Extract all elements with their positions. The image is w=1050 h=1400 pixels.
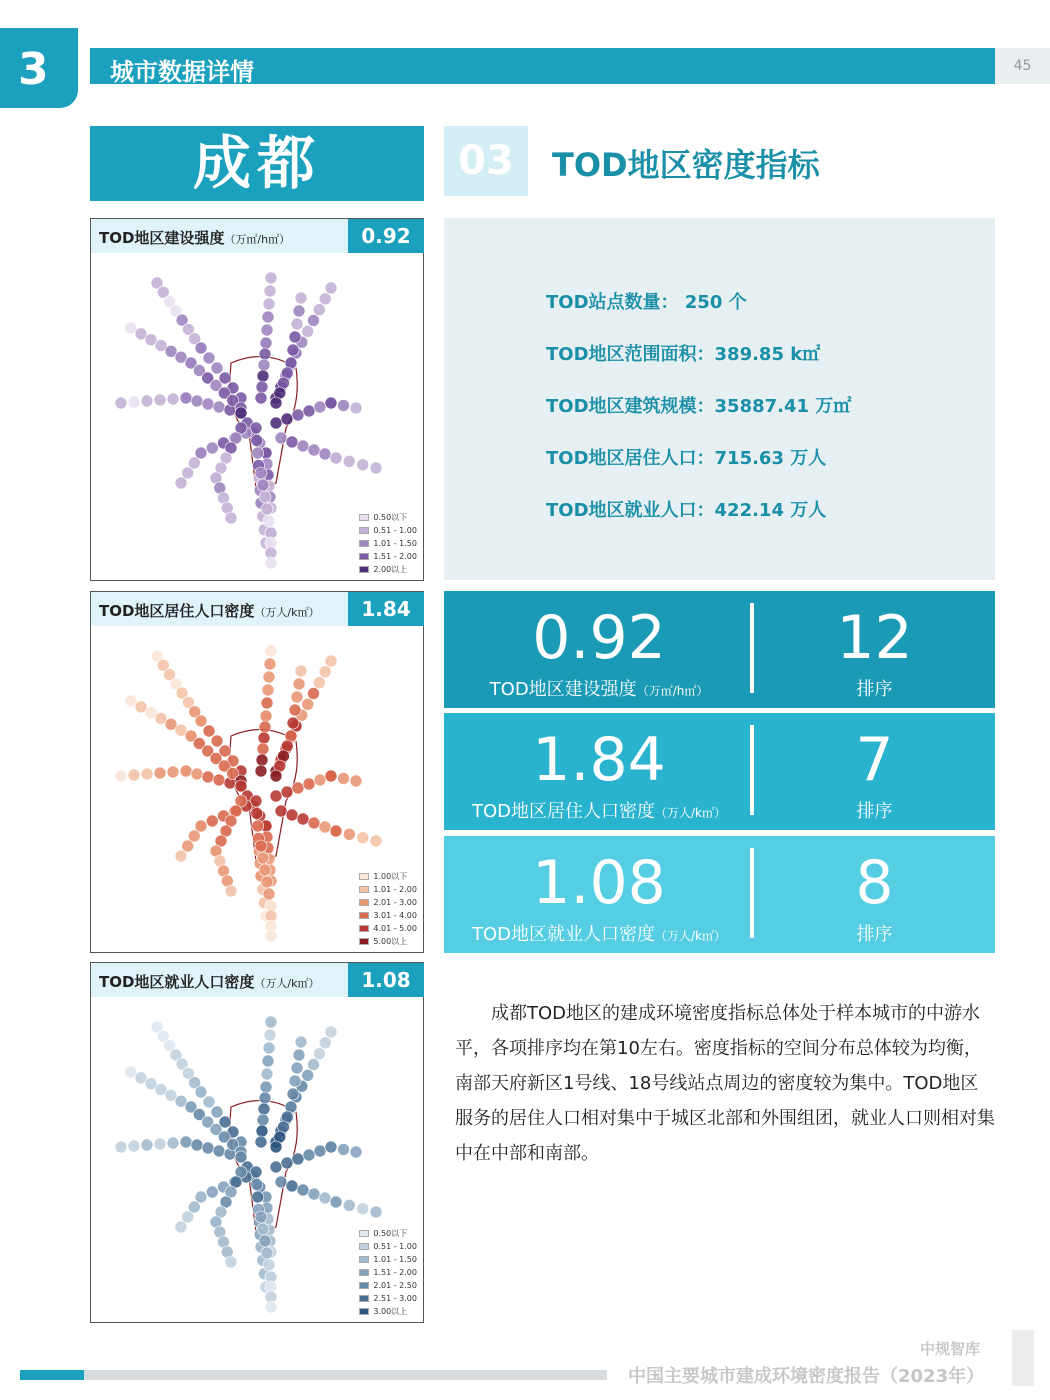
station-dot (182, 467, 194, 479)
station-dot (297, 813, 309, 825)
station-dot (286, 436, 298, 448)
station-dot (256, 754, 268, 766)
station-dot (261, 1247, 273, 1259)
station-dot (281, 786, 293, 798)
station-dot (295, 1036, 307, 1048)
legend-item (359, 909, 417, 922)
station-dot (260, 1081, 272, 1093)
station-dot (175, 1221, 187, 1233)
stat-label: TOD地区建设强度（万㎡/h㎡） (489, 679, 709, 700)
station-dot (287, 717, 299, 729)
legend-label: 0.50以下 (373, 1229, 408, 1238)
station-dot (308, 817, 320, 829)
rank-value: 8 (855, 848, 894, 918)
station-dot (281, 1157, 293, 1169)
map-panel-residential (90, 591, 424, 953)
station-dot (313, 677, 325, 689)
legend-label: 1.01 - 1.50 (373, 1255, 417, 1264)
legend-item (359, 1253, 417, 1266)
legend-swatch (359, 553, 369, 560)
legend-item (359, 1292, 417, 1305)
map-legend (359, 1227, 417, 1318)
stat-label: TOD地区就业人口密度（万人/k㎡） (471, 924, 727, 945)
station-dot (265, 930, 277, 942)
station-dot (303, 405, 315, 417)
station-dot (195, 820, 207, 832)
station-dot (257, 1114, 269, 1126)
legend-label: 1.51 - 2.00 (373, 1268, 417, 1277)
station-dot (261, 876, 273, 888)
station-dot (128, 1140, 140, 1152)
legend-swatch (359, 873, 369, 880)
station-dot (203, 352, 215, 364)
legend-swatch (359, 1230, 369, 1237)
stat-label: TOD地区居住人口密度（万人/k㎡） (471, 801, 727, 822)
station-dot (303, 1149, 315, 1161)
legend-label: 1.00以下 (373, 872, 408, 881)
station-dot (252, 820, 264, 832)
station-dot (357, 832, 369, 844)
footer-accent-bar (20, 1370, 84, 1380)
station-dot (180, 765, 192, 777)
station-dot (308, 1188, 320, 1200)
station-dot (357, 459, 369, 471)
station-dot (259, 1092, 271, 1104)
station-dot (370, 462, 382, 474)
legend-item (359, 1305, 417, 1318)
station-dot (286, 809, 298, 821)
station-dot (128, 769, 140, 781)
station-dot (195, 447, 207, 459)
legend-label: 0.51 - 1.00 (373, 526, 417, 535)
station-dot (252, 447, 264, 459)
rank-value: 12 (836, 603, 913, 673)
station-dot (256, 381, 268, 393)
legend-label: 2.00以上 (373, 565, 408, 574)
rank-value: 7 (855, 725, 894, 795)
map-panel-construction (90, 218, 424, 581)
legend-label: 2.01 - 3.00 (373, 898, 417, 907)
station-dot (115, 1141, 127, 1153)
station-dot (206, 815, 218, 827)
station-dot (270, 1161, 282, 1173)
station-count: TOD站点数量： 250 个 (546, 292, 747, 313)
station-dot (319, 821, 331, 833)
footer-report-title: 中国主要城市建成环境密度报告（2023年） (628, 1366, 985, 1387)
header-title: 城市数据详情 (110, 58, 254, 86)
station-dot (255, 840, 267, 852)
station-dot (302, 325, 314, 337)
legend-item (359, 524, 417, 537)
station-dot (211, 362, 223, 374)
station-dot (252, 1191, 264, 1203)
station-dot (195, 1191, 207, 1203)
legend-item (359, 1266, 417, 1279)
station-dot (202, 771, 214, 783)
station-dot (263, 888, 275, 900)
station-dot (261, 503, 273, 515)
station-dot (291, 318, 303, 330)
station-dot (260, 337, 272, 349)
station-dot (141, 768, 153, 780)
employment-population: TOD地区就业人口：422.14 万人 (546, 500, 827, 521)
station-dot (259, 1235, 271, 1247)
station-dot (203, 725, 215, 737)
station-dot (175, 850, 187, 862)
footer-brand: 中规智库 (920, 1340, 981, 1358)
station-dot (293, 1049, 305, 1061)
station-dot (259, 348, 271, 360)
station-dot (314, 774, 326, 786)
station-dot (275, 432, 287, 444)
legend-swatch (359, 514, 369, 521)
station-dot (259, 721, 271, 733)
station-dot (319, 666, 331, 678)
stat-value: 0.92 (532, 603, 666, 673)
stat-panel-residential (444, 713, 995, 830)
legend-item (359, 922, 417, 935)
station-dot (319, 448, 331, 460)
map-value: 1.84 (348, 592, 424, 626)
station-dot (297, 440, 309, 452)
station-dot (338, 400, 350, 412)
map-legend (359, 870, 417, 948)
station-dot (262, 1055, 274, 1067)
legend-label: 0.50以下 (373, 513, 408, 522)
station-dot (264, 285, 276, 297)
station-dot (270, 1141, 282, 1153)
legend-item (359, 511, 417, 524)
station-dot (343, 455, 355, 467)
station-dot (213, 774, 225, 786)
station-dot (292, 1153, 304, 1165)
station-dot (263, 298, 275, 310)
station-dot (303, 778, 315, 790)
station-dot (325, 1026, 337, 1038)
station-dot (256, 1125, 268, 1137)
station-dot (154, 767, 166, 779)
station-dot (314, 1145, 326, 1157)
station-dot (338, 1144, 350, 1156)
map-value: 1.08 (348, 963, 424, 997)
station-dot (295, 292, 307, 304)
station-dot (291, 1062, 303, 1074)
station-dot (287, 344, 299, 356)
station-dot (202, 1142, 214, 1154)
legend-swatch (359, 1282, 369, 1289)
station-dot (270, 397, 282, 409)
station-dot (289, 1075, 301, 1087)
station-dot (313, 1048, 325, 1060)
station-dot (128, 396, 140, 408)
station-dot (343, 1199, 355, 1211)
building-scale: TOD地区建筑规模：35887.41 万㎡ (546, 396, 852, 417)
station-dot (257, 852, 269, 864)
station-dot (270, 770, 282, 782)
station-dot (225, 512, 237, 524)
footer-bar (84, 1370, 607, 1380)
station-dot (260, 710, 272, 722)
station-dot (195, 715, 207, 727)
rank-label: 排序 (856, 924, 893, 945)
rank-label: 排序 (856, 801, 893, 822)
station-dot (257, 1223, 269, 1235)
legend-item (359, 896, 417, 909)
section-number: 3 (18, 44, 49, 95)
station-dot (265, 557, 277, 569)
page-number: 45 (995, 48, 1050, 84)
station-dot (255, 467, 267, 479)
station-dot (350, 1146, 362, 1158)
map-panel-employment (90, 962, 424, 1323)
station-dot (264, 658, 276, 670)
station-dot (255, 1211, 267, 1223)
stat-value: 1.84 (532, 725, 666, 795)
station-dot (308, 1059, 320, 1071)
station-dot (265, 1301, 277, 1313)
legend-swatch (359, 938, 369, 945)
station-dot (167, 393, 179, 405)
station-dot (370, 1206, 382, 1218)
station-dot (154, 394, 166, 406)
station-dot (295, 665, 307, 677)
legend-label: 4.01 - 5.00 (373, 924, 417, 933)
station-dot (206, 442, 218, 454)
station-dot (343, 828, 355, 840)
station-dot (225, 885, 237, 897)
legend-label: 0.51 - 1.00 (373, 1242, 417, 1251)
station-dot (325, 770, 337, 782)
station-dot (262, 311, 274, 323)
city-name: 成都 (90, 126, 424, 201)
station-dot (325, 1141, 337, 1153)
legend-swatch (359, 527, 369, 534)
station-dot (259, 864, 271, 876)
station-dot (182, 840, 194, 852)
station-dot (293, 305, 305, 317)
stat-value: 1.08 (532, 848, 666, 918)
station-dot (319, 293, 331, 305)
legend-item (359, 550, 417, 563)
station-dot (257, 743, 269, 755)
station-dot (289, 704, 301, 716)
station-dot (225, 1256, 237, 1268)
station-dot (286, 1180, 298, 1192)
station-dot (255, 1136, 267, 1148)
legend-label: 1.51 - 2.00 (373, 552, 417, 561)
station-dot (330, 825, 342, 837)
residential-population: TOD地区居住人口：715.63 万人 (546, 448, 827, 469)
station-dot (319, 1037, 331, 1049)
legend-label: 5.00以上 (373, 937, 408, 946)
station-dot (292, 782, 304, 794)
station-dot (141, 395, 153, 407)
station-dot (261, 1068, 273, 1080)
station-dot (338, 773, 350, 785)
legend-swatch (359, 899, 369, 906)
station-dot (255, 392, 267, 404)
map-title: TOD地区居住人口密度（万人/k㎡） (99, 602, 320, 620)
station-dot (182, 1211, 194, 1223)
station-dot (357, 1203, 369, 1215)
station-dot (314, 401, 326, 413)
station-dot (270, 417, 282, 429)
station-dot (206, 1186, 218, 1198)
station-dot (251, 435, 263, 447)
station-dot (115, 770, 127, 782)
station-dot (291, 691, 303, 703)
station-dot (203, 1096, 215, 1108)
legend-label: 2.51 - 3.00 (373, 1294, 417, 1303)
legend-swatch (359, 1269, 369, 1276)
station-dot (261, 324, 273, 336)
legend-item (359, 1227, 417, 1240)
station-dot (265, 645, 277, 657)
station-dot (213, 1145, 225, 1157)
station-dot (251, 1179, 263, 1191)
station-dot (195, 1086, 207, 1098)
station-dot (265, 1016, 277, 1028)
station-dot (257, 370, 269, 382)
stat-panel-employment (444, 836, 995, 953)
station-dot (293, 678, 305, 690)
station-dot (191, 768, 203, 780)
station-dot (202, 398, 214, 410)
station-dot (302, 698, 314, 710)
station-dot (325, 282, 337, 294)
legend-label: 1.01 - 1.50 (373, 539, 417, 548)
subsection-title: TOD地区密度指标 (552, 146, 820, 184)
station-dot (154, 1138, 166, 1150)
station-dot (259, 491, 271, 503)
area-size: TOD地区范围面积：389.85 k㎡ (546, 344, 821, 365)
map-title: TOD地区就业人口密度（万人/k㎡） (99, 973, 320, 991)
legend-label: 3.01 - 4.00 (373, 911, 417, 920)
station-dot (211, 735, 223, 747)
station-dot (191, 395, 203, 407)
station-dot (195, 342, 207, 354)
station-dot (167, 766, 179, 778)
station-dot (325, 397, 337, 409)
station-dot (275, 1176, 287, 1188)
station-dot (281, 413, 293, 425)
legend-swatch (359, 1308, 369, 1315)
station-dot (251, 808, 263, 820)
legend-swatch (359, 1295, 369, 1302)
station-dot (292, 409, 304, 421)
station-dot (180, 1136, 192, 1148)
legend-swatch (359, 540, 369, 547)
station-dot (211, 1106, 223, 1118)
station-dot (297, 1184, 309, 1196)
legend-item (359, 883, 417, 896)
footer-tab (1012, 1330, 1034, 1386)
station-dot (308, 444, 320, 456)
station-dot (191, 1139, 203, 1151)
station-dot (313, 304, 325, 316)
station-dot (255, 765, 267, 777)
station-dot (261, 697, 273, 709)
legend-item (359, 935, 417, 948)
station-dot (350, 775, 362, 787)
rank-label: 排序 (856, 679, 893, 700)
station-dot (175, 477, 187, 489)
analysis-paragraph: 成都TOD地区的建成环境密度指标总体处于样本城市的中游水平，各项排序均在第10左右。密度指标的空间分布总体较为均衡，南部天府新区1号线、18号线站点周边的密度较为集中。TOD地区服务的居住人口相对集中于城区北部和外围组团，就业人口则相对集中在中部和南部。 (455, 1003, 995, 1164)
legend-swatch (359, 1243, 369, 1250)
station-dot (141, 1139, 153, 1151)
station-dot (270, 790, 282, 802)
legend-item (359, 870, 417, 883)
station-dot (319, 1192, 331, 1204)
station-dot (258, 359, 270, 371)
station-dot (264, 1029, 276, 1041)
station-dot (262, 684, 274, 696)
station-dot (115, 397, 127, 409)
legend-item (359, 1240, 417, 1253)
station-dot (263, 1042, 275, 1054)
station-dot (289, 331, 301, 343)
summary-box (444, 218, 995, 580)
station-dot (287, 1088, 299, 1100)
map-legend (359, 511, 417, 576)
station-dot (370, 835, 382, 847)
map-value: 0.92 (348, 219, 424, 253)
station-dot (350, 402, 362, 414)
station-dot (308, 688, 320, 700)
station-dot (213, 401, 225, 413)
legend-item (359, 537, 417, 550)
legend-swatch (359, 886, 369, 893)
station-dot (265, 272, 277, 284)
station-dot (258, 732, 270, 744)
legend-swatch (359, 566, 369, 573)
station-dot (167, 1137, 179, 1149)
station-dot (258, 1103, 270, 1115)
station-dot (257, 479, 269, 491)
station-dot (275, 805, 287, 817)
legend-label: 1.01 - 2.00 (373, 885, 417, 894)
legend-swatch (359, 912, 369, 919)
station-dot (263, 515, 275, 527)
station-dot (263, 1259, 275, 1271)
stat-panel-construction (444, 591, 995, 708)
legend-label: 2.01 - 2.50 (373, 1281, 417, 1290)
legend-swatch (359, 925, 369, 932)
station-dot (308, 315, 320, 327)
station-dot (330, 1196, 342, 1208)
station-dot (302, 1069, 314, 1081)
legend-item (359, 563, 417, 576)
legend-item (359, 1279, 417, 1292)
subsection-number: 03 (444, 126, 528, 196)
legend-label: 3.00以上 (373, 1307, 408, 1316)
station-dot (263, 671, 275, 683)
legend-swatch (359, 1256, 369, 1263)
station-dot (330, 452, 342, 464)
station-dot (180, 392, 192, 404)
station-dot (325, 655, 337, 667)
map-title: TOD地区建设强度（万㎡/h㎡） (99, 229, 291, 247)
